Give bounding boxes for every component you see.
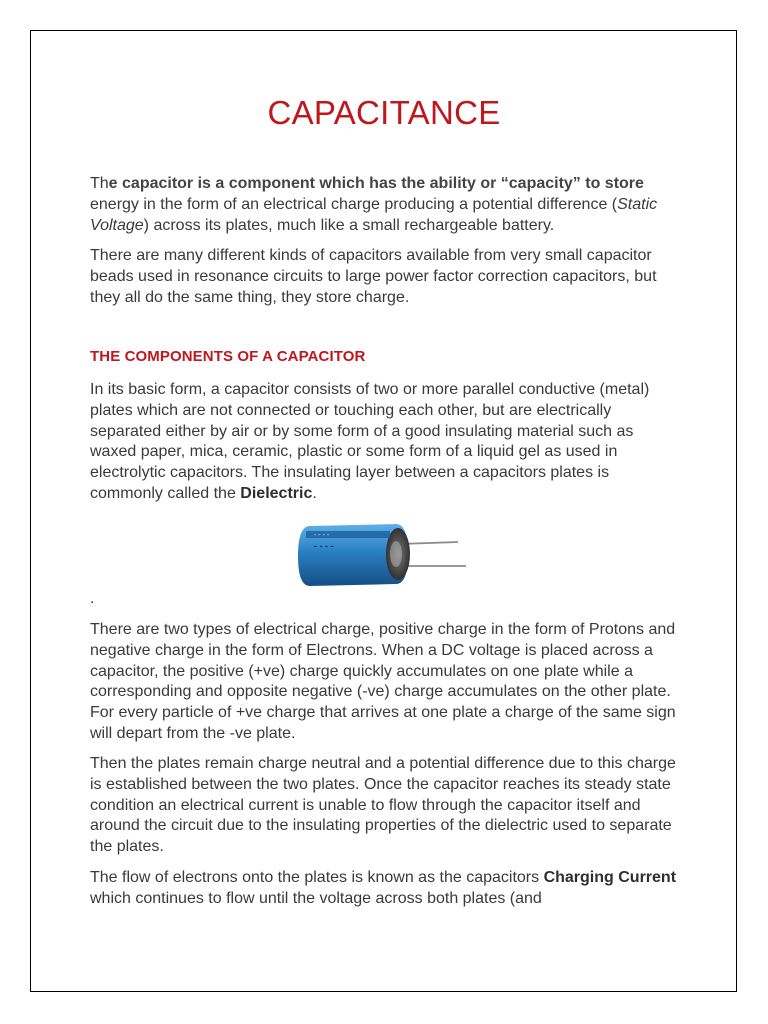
charging-current-before: The flow of electrons onto the plates is known as the capacitors bbox=[90, 869, 544, 886]
charging-current-paragraph bbox=[90, 868, 680, 910]
capacitor-stripe-marks: - - - - bbox=[314, 532, 330, 539]
intro-lead-plain: Th bbox=[90, 175, 109, 192]
section-heading: THE COMPONENTS OF A CAPACITOR bbox=[90, 348, 366, 365]
capacitor-kinds-text: There are many different kinds of capacitors available from very small capacitor beads used in resonance circuits to large power factor correction capacitors, but they all do the same thing, they store charge. bbox=[90, 247, 657, 306]
charge-neutral-paragraph bbox=[90, 754, 680, 858]
dielectric-term: Dielectric bbox=[240, 484, 313, 502]
intro-rest-end: ) across its plates, much like a small rechargeable battery. bbox=[143, 216, 555, 234]
charging-current-after: which continues to flow until the voltage across both plates (and bbox=[90, 889, 542, 907]
capacitor-kinds-paragraph bbox=[90, 246, 680, 308]
components-text: In its basic form, a capacitor consists of two or more parallel conductive (metal) plates which are not connected or touching each other, but are electrically separated either by air or by some form of a good insulating material such as waxed paper, mica, ceramic, plastic or some form of a liquid gel as used in electrolytic capacitors. The insulating layer between a capacitors plates is commonly called the bbox=[90, 381, 650, 502]
intro-rest: energy in the form of an electrical charge producing a potential difference ( bbox=[90, 195, 618, 213]
components-end: . bbox=[312, 484, 317, 502]
page-title: CAPACITANCE bbox=[267, 94, 501, 131]
components-paragraph bbox=[90, 380, 680, 505]
capacitor-image bbox=[296, 518, 466, 592]
charge-types-paragraph bbox=[90, 620, 680, 745]
intro-lead-bold: e capacitor is a component which has the ability or “capacity” to store bbox=[108, 175, 644, 192]
capacitor-minus-marks: - - - - bbox=[314, 541, 334, 551]
intro-paragraph bbox=[90, 174, 680, 236]
intro-italic: Static Voltage bbox=[90, 195, 658, 234]
stray-dot: . bbox=[90, 590, 95, 607]
charging-current-term: Charging Current bbox=[543, 869, 677, 886]
charge-neutral-text: Then the plates remain charge neutral and a potential difference due to this charge is established between the two plates. Once the capacitor reaches its steady state condition an electrical current is unable to flow through the capacitor itself and around the circuit due to the insulating properties of the dielectric used to separate the plates. bbox=[90, 755, 676, 856]
charge-types-text: There are two types of electrical charge, positive charge in the form of Protons and negative charge in the form of Electrons. When a DC voltage is placed across a capacitor, the positive (+ve) charge quickly accumulates on one plate while a corresponding and opposite negative (-ve) charge accumulates on the other plate. For every particle of +ve charge that arrives at one plate a charge of the same sign will depart from the -ve plate. bbox=[90, 621, 676, 742]
